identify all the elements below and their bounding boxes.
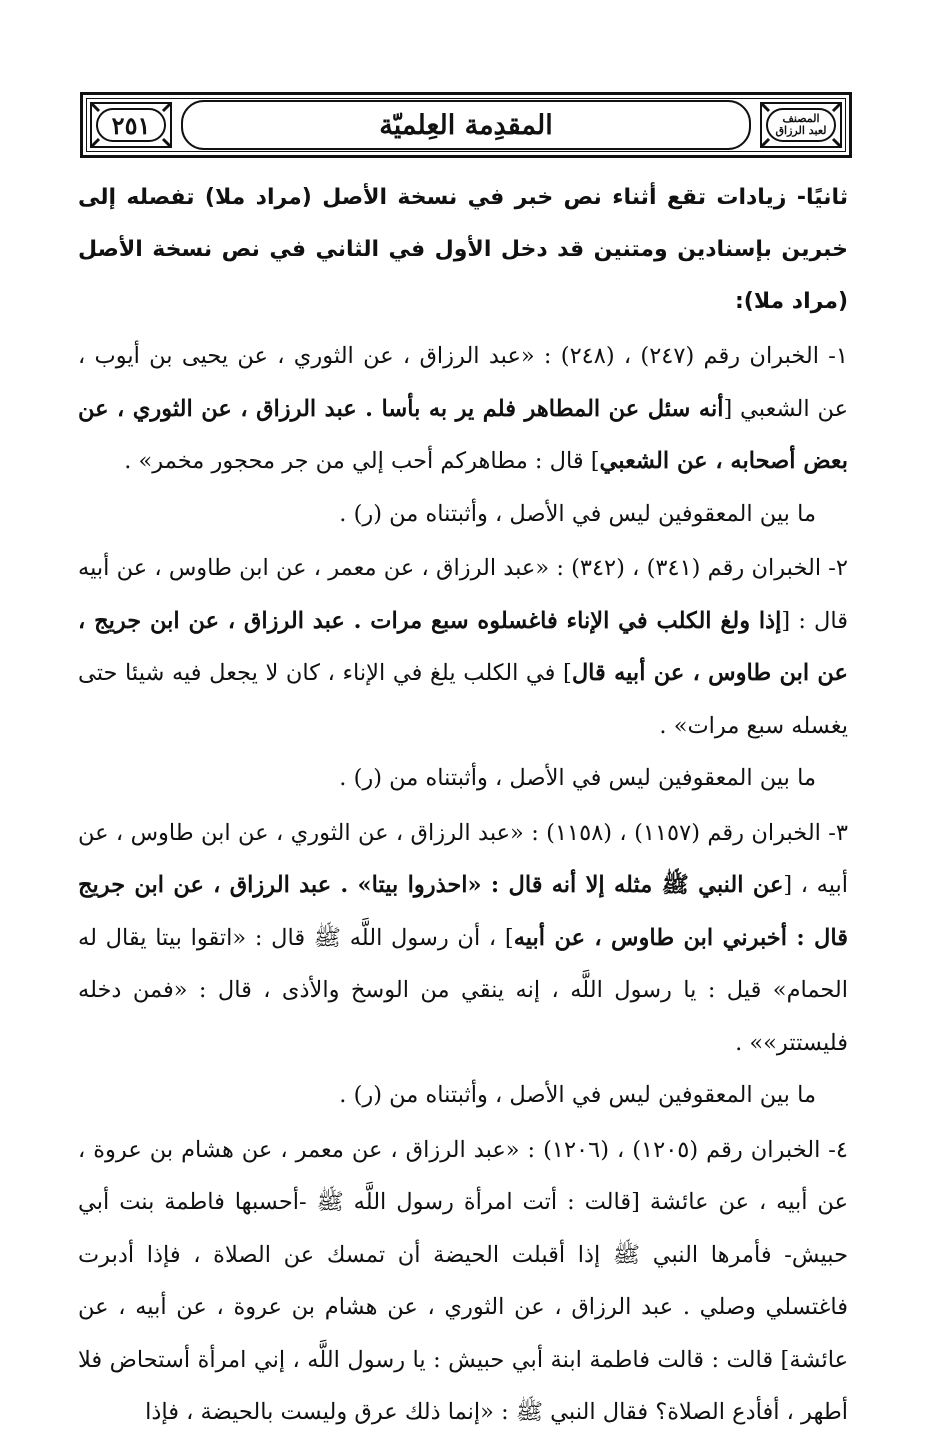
page-number-ornament — [89, 101, 173, 149]
item-lead: ٤- الخبران رقم (١٢٠٥) ، (١٢٠٦) : «عبد الرزاق ، عن معمر ، عن هشام بن عروة ، عن أبيه ، عن عائشة [قالت : أتت امرأة رسول اللَّه ﷺ -أحسبها فاطمة بنت أبي حبيش- فأمرها النبي ﷺ إذا أقبلت الحيضة أن تمسك عن الصلاة ، فإذا أدبرت فاغتسلي وصلي . عبد الرزاق ، عن الثوري ، عن هشام بن عروة ، عن أبيه ، عن عائشة] قالت : قالت فاطمة ابنة أبي حبيش : يا رسول اللَّه ، إني امرأة أستحاض فلا أطهر ، أفأدع الصلاة؟ فقال النبي ﷺ : «إنما ذلك عرق وليست بالحيضة ، فإذا — [78, 1136, 849, 1425]
list-item — [78, 1124, 848, 1439]
item-bold-insert: أنه سئل عن المطاهر فلم ير به بأسا . عبد الرزاق ، عن الثوري ، عن بعض أصحابه ، عن الشعبي — [78, 395, 848, 474]
logo-line-1: المصنف — [782, 112, 820, 125]
item-text — [78, 1124, 848, 1439]
item-note: ما بين المعقوفين ليس في الأصل ، وأثبتناه من (ر) . — [339, 500, 816, 527]
book-logo — [776, 113, 827, 137]
item-note: ما بين المعقوفين ليس في الأصل ، وأثبتناه من (ر) . — [339, 765, 816, 791]
running-title: المقدِمة العِلميّة — [181, 100, 751, 150]
item-text — [78, 807, 848, 1070]
item-lead: ١- الخبران رقم (٢٤٧) ، (٢٤٨) : «عبد الرزاق ، عن الثوري ، عن يحيى بن أيوب ، عن الشعبي [ — [78, 343, 849, 422]
item-lead: ٢- الخبران رقم (٣٤١) ، (٣٤٢) : «عبد الرزاق ، عن معمر ، عن ابن طاوس ، عن أبيه قال : [ — [78, 555, 848, 634]
item-tail: ] في الكلب يلغ في الإناء ، كان لا يجعل فيه شيئا حتى يغسله سبع مرات» . — [78, 660, 848, 739]
item-tail: ] قال : مطاهركم أحب إلي من جر محجور مخمر» . — [124, 448, 600, 474]
page-header — [80, 92, 852, 158]
item-note: ما بين المعقوفين ليس في الأصل ، وأثبتناه من (ر) . — [339, 1082, 816, 1108]
item-tail: ] ، أن رسول اللَّه ﷺ قال : «اتقوا بيتا يقال له الحمام» قيل : يا رسول اللَّه ، إنه ينقي من الوسخ والأذى ، قال : «فمن دخله فليستتر»» . — [78, 924, 848, 1056]
list-item — [78, 330, 848, 540]
logo-line-2: لعبد الرزاق — [775, 124, 827, 137]
section-heading: ثانيًا- زيادات تقع أثناء نص خبر في نسخة الأصل (مراد ملا) تفصله إلى خبرين بإسنادين ومتنين قد دخل الأول في الثاني في نص نسخة الأصل (مراد ملا): — [78, 185, 848, 314]
logo-ornament — [759, 101, 843, 149]
item-text — [78, 542, 848, 752]
list-item — [78, 807, 848, 1122]
item-bold-insert: إذا ولغ الكلب في الإناء فاغسلوه سبع مرات . عبد الرزاق ، عن ابن جريج ، عن ابن طاوس ، عن أبيه قال — [78, 607, 848, 686]
item-text — [78, 330, 848, 488]
item-lead: ٣- الخبران رقم (١١٥٧) ، (١١٥٨) : «عبد الرزاق ، عن الثوري ، عن ابن طاوس ، عن أبيه ، [ — [78, 819, 849, 898]
list-item — [78, 542, 848, 805]
item-bold-insert: عن النبي ﷺ مثله إلا أنه قال : «احذروا بيتا» . عبد الرزاق ، عن ابن جريج قال : أخبرني ابن طاوس ، عن أبيه — [78, 872, 849, 951]
page-number: ٢٥١ — [111, 110, 151, 140]
page-body — [78, 172, 848, 1439]
